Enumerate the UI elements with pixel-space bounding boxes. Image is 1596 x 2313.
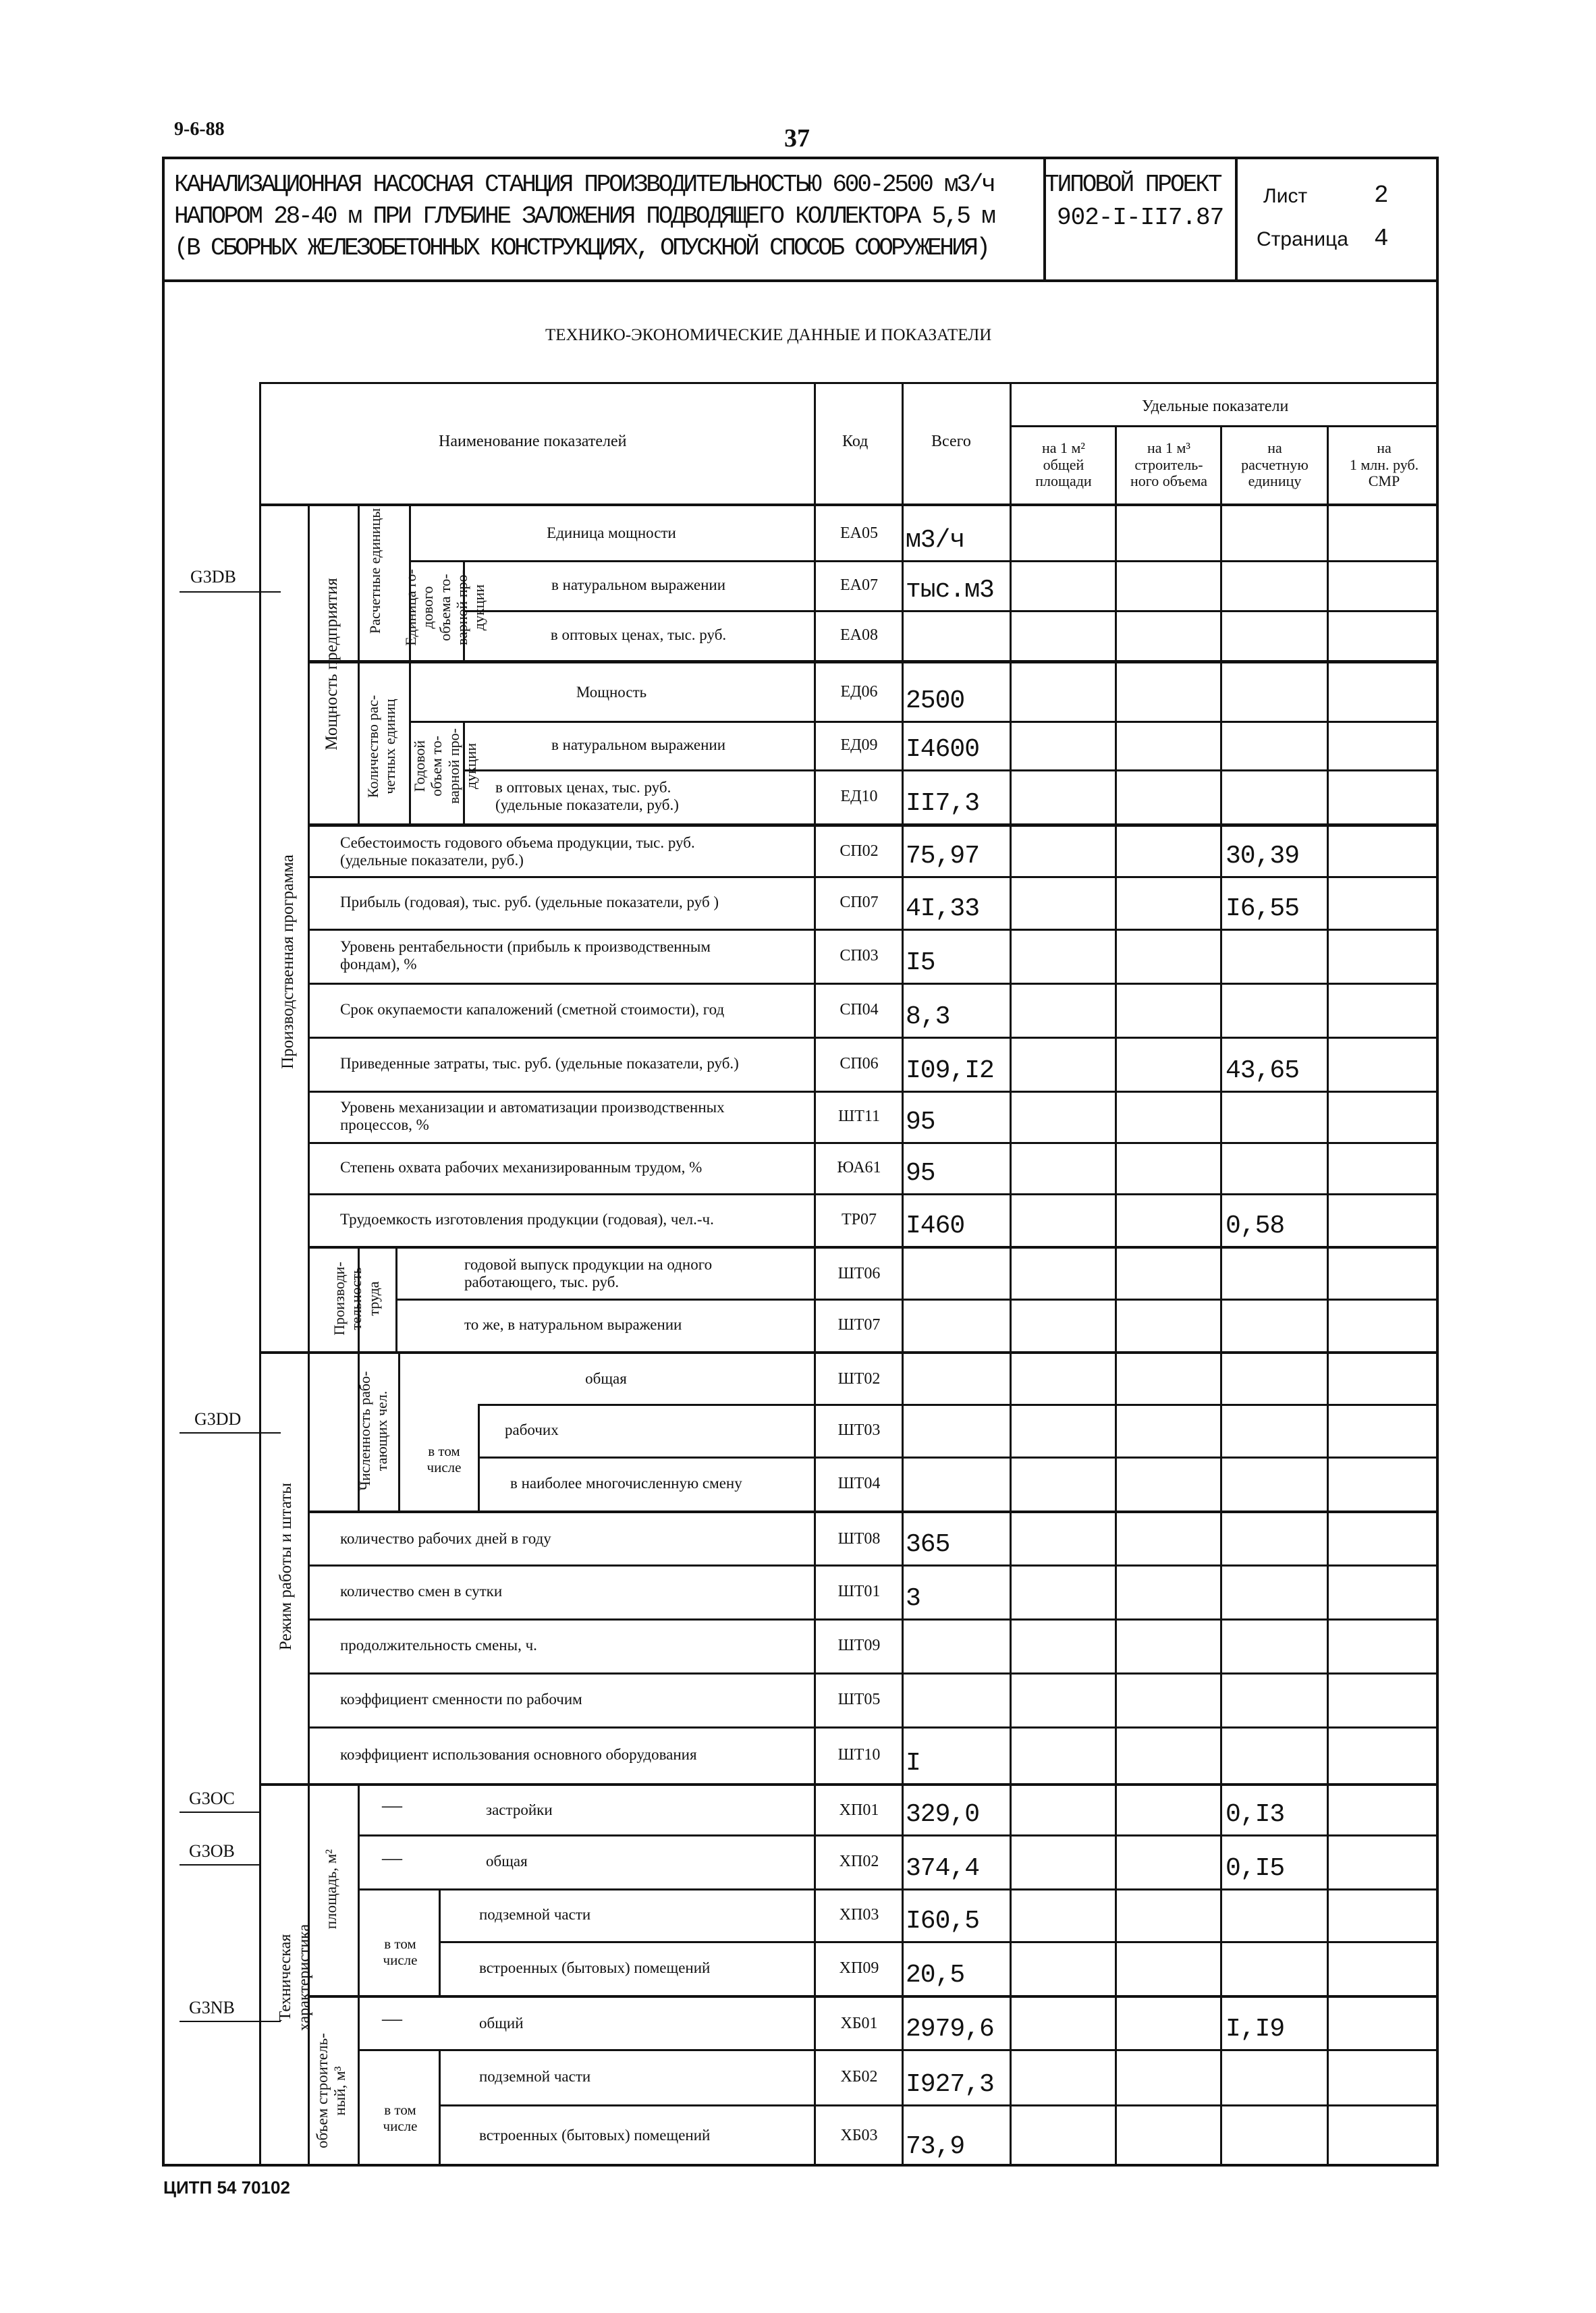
page-value: 4	[1374, 225, 1389, 252]
row-total: 4I,33	[906, 894, 980, 923]
row-per-unit: 30,39	[1226, 842, 1300, 871]
row-per-unit	[1226, 1672, 1327, 1721]
row-code: ЕА07	[840, 576, 878, 594]
row-label: застройки	[486, 1801, 553, 1819]
row-per-unit	[1226, 929, 1327, 977]
title-line-2: НАПОРОМ 28-40 м ПРИ ГЛУБИНЕ ЗАЛОЖЕНИЯ ПОДВОДЯЩЕГО КОЛЛЕКТОРА 5,5 м	[174, 202, 994, 230]
row-code: ХБ03	[840, 2126, 878, 2144]
row-per-unit	[1226, 1888, 1327, 1936]
row-total	[906, 1299, 1010, 1346]
row-code: ХП02	[839, 1852, 879, 1870]
row-label: продолжительность смены, ч.	[340, 1637, 537, 1654]
row-code: ШТ03	[837, 1421, 881, 1439]
row-per-unit	[1226, 1513, 1327, 1559]
col-per-mln: на 1 млн. руб. СМР	[1349, 439, 1419, 490]
row-total: I5	[906, 948, 935, 977]
group-enterprise-capacity: Мощность предприятия	[323, 578, 341, 751]
group-annual-volume-2: Годовой объем то- варной про- дукции	[411, 728, 479, 805]
row-total: 95	[906, 1159, 935, 1188]
col-code-header: Код	[842, 433, 869, 450]
group-tech-char: Техническая характеристика	[277, 1924, 313, 2032]
marker-g3ob: G3OB	[189, 1841, 235, 1861]
row-per-unit	[1226, 1091, 1327, 1137]
row-code: ЕД10	[840, 787, 878, 805]
dash-1: —	[382, 1794, 402, 1816]
row-per-unit: I6,55	[1226, 894, 1300, 923]
row-total	[906, 1457, 1010, 1505]
marker-g3dd: G3DD	[194, 1409, 242, 1429]
row-code: ЮА61	[837, 1158, 881, 1176]
group-work-mode: Режим работы и штаты	[277, 1482, 295, 1651]
page-number: 37	[784, 124, 810, 153]
row-total: 329,0	[906, 1800, 980, 1829]
row-total: 2979,6	[906, 2015, 994, 2044]
row-total: I	[906, 1749, 920, 1778]
row-label: Трудоемкость изготовления продукции (годовая), чел.-ч.	[340, 1211, 714, 1228]
row-total: 3	[906, 1584, 920, 1613]
project-label: ТИПОВОЙ ПРОЕКТ	[1045, 171, 1221, 198]
col-total-header: Всего	[931, 433, 971, 450]
row-total	[906, 1672, 1010, 1721]
row-per-unit	[1226, 2049, 1327, 2099]
sheet-value: 2	[1374, 182, 1389, 209]
row-code: СП03	[840, 946, 879, 964]
row-label: то же, в натуральном выражении	[464, 1316, 682, 1334]
row-code: ШТ11	[838, 1107, 880, 1125]
row-total	[906, 1404, 1010, 1451]
row-label: общая	[486, 1853, 528, 1870]
row-per-unit	[1226, 1354, 1327, 1398]
row-per-unit	[1226, 1618, 1327, 1667]
row-code: СП02	[840, 842, 879, 860]
row-total: тыс.м3	[906, 576, 994, 605]
row-per-unit	[1226, 1457, 1327, 1505]
row-label: Степень охвата рабочих механизированным трудом, %	[340, 1159, 703, 1176]
row-code: ШТ08	[837, 1529, 881, 1548]
marker-g3oc: G3OC	[189, 1789, 235, 1808]
row-code: ШТ02	[837, 1369, 881, 1388]
row-code: ШТ09	[837, 1636, 881, 1654]
col-name-header: Наименование показателей	[439, 433, 627, 450]
row-label: Срок окупаемости капаложений (сметной стоимости), год	[340, 1001, 725, 1018]
row-label: количество смен в сутки	[340, 1583, 503, 1600]
row-label: в оптовых ценах, тыс. руб.	[550, 626, 727, 644]
group-area: площадь, м²	[323, 1849, 339, 1930]
row-label: в наиболее многочисленную смену	[510, 1475, 742, 1492]
row-code: ХП03	[839, 1905, 879, 1924]
row-total: I09,I2	[906, 1056, 994, 1085]
row-code: ЕД09	[840, 736, 878, 754]
col-per-unit: на расчетную единицу	[1241, 439, 1309, 490]
row-per-unit: 0,58	[1226, 1212, 1285, 1241]
row-label: подземной части	[479, 1906, 591, 1924]
row-total: 20,5	[906, 1961, 965, 1990]
row-per-unit: 43,65	[1226, 1056, 1300, 1085]
col-specific-header: Удельные показатели	[1142, 398, 1289, 415]
row-label: количество рабочих дней в году	[340, 1530, 551, 1548]
row-per-unit	[1226, 1726, 1327, 1778]
row-code: ШТ01	[837, 1582, 881, 1600]
row-per-unit	[1226, 1941, 1327, 1990]
col-per-area: на 1 м² общей площади	[1035, 439, 1092, 490]
row-per-unit	[1226, 1142, 1327, 1188]
row-per-unit	[1226, 506, 1327, 555]
row-code: ХБ02	[840, 2067, 878, 2086]
row-label: коэффициент использования основного оборудования	[340, 1746, 697, 1764]
row-total: 8,3	[906, 1002, 950, 1031]
row-label: Приведенные затраты, тыс. руб. (удельные показатели, руб.)	[340, 1055, 739, 1072]
row-label: Прибыль (годовая), тыс. руб. (удельные показатели, руб )	[340, 894, 719, 911]
row-code: ШТ05	[837, 1690, 881, 1708]
row-per-unit	[1226, 983, 1327, 1031]
row-total	[906, 1618, 1010, 1667]
row-total: 75,97	[906, 842, 980, 871]
row-total	[906, 1249, 1010, 1293]
row-label: общая	[585, 1370, 627, 1388]
row-label: Себестоимость годового объема продукции, тыс. руб. (удельные показатели, руб.)	[340, 834, 695, 869]
row-label: подземной части	[479, 2068, 591, 2086]
incl-label-3: в том числе	[383, 2102, 418, 2135]
row-code: СП06	[840, 1054, 879, 1072]
title-line-1: КАНАЛИЗАЦИОННАЯ НАСОСНАЯ СТАНЦИЯ ПРОИЗВОДИТЕЛЬНОСТЬЮ 600-2500 м3/ч	[174, 171, 994, 198]
row-code: ШТ04	[837, 1474, 881, 1492]
row-total: 365	[906, 1530, 950, 1559]
col-per-volume: на 1 м³ строитель- ного объема	[1130, 439, 1208, 490]
row-total: I927,3	[906, 2070, 994, 2099]
title-line-3: (В СБОРНЫХ ЖЕЛЕЗОБЕТОННЫХ КОНСТРУКЦИЯХ, ОПУСКНОЙ СПОСОБ СООРУЖЕНИЯ)	[174, 234, 989, 262]
row-total: I60,5	[906, 1907, 980, 1936]
marker-g3db: G3DB	[190, 567, 236, 587]
marker-g3nb: G3NB	[189, 1998, 235, 2017]
row-label: в натуральном выражении	[551, 736, 726, 754]
row-total: I460	[906, 1212, 965, 1241]
row-label: коэффициент сменности по рабочим	[340, 1691, 582, 1708]
incl-label-1: в том числе	[426, 1443, 462, 1476]
row-per-unit	[1226, 769, 1327, 818]
page-label: Страница	[1257, 228, 1348, 250]
row-per-unit: 0,I5	[1226, 1854, 1285, 1883]
group-calc-units-count: Количество рас- четных единиц	[364, 695, 399, 798]
dash-3: —	[382, 2007, 402, 2030]
row-label: рабочих	[505, 1421, 559, 1439]
row-label: годовой выпуск продукции на одного работающего, тыс. руб.	[464, 1256, 713, 1290]
row-code: ХБ01	[840, 2014, 878, 2032]
row-label: в натуральном выражении	[551, 576, 726, 594]
row-code: ЕА05	[840, 524, 878, 542]
row-per-unit	[1226, 1564, 1327, 1613]
row-label: встроенных (бытовых) помещений	[479, 2127, 711, 2144]
row-total	[906, 610, 1010, 655]
row-code: ШТ10	[837, 1745, 881, 1764]
row-label: общий	[479, 2015, 524, 2032]
row-total: II7,3	[906, 789, 980, 818]
row-label: встроенных (бытовых) помещений	[479, 1959, 711, 1977]
row-total: м3/ч	[906, 526, 965, 555]
group-labor-productivity: Производи- тельность труда	[331, 1261, 382, 1336]
sheet-label: Лист	[1263, 185, 1308, 207]
row-code: ЕА08	[840, 626, 878, 644]
row-code: СП04	[840, 1000, 879, 1018]
row-per-unit: 0,I3	[1226, 1800, 1285, 1829]
row-per-unit: I,I9	[1226, 2015, 1285, 2044]
row-label: Единица мощности	[547, 524, 676, 542]
row-total: 2500	[906, 686, 965, 715]
project-number: 902-I-II7.87	[1057, 204, 1224, 232]
row-per-unit	[1226, 721, 1327, 764]
row-total: 374,4	[906, 1854, 980, 1883]
group-calc-units: Расчетные единицы	[366, 508, 383, 634]
row-total: 95	[906, 1108, 935, 1137]
table-title: ТЕХНИКО-ЭКОНОМИЧЕСКИЕ ДАННЫЕ И ПОКАЗАТЕЛИ	[545, 326, 992, 344]
row-per-unit	[1226, 610, 1327, 655]
row-code: ШТ06	[837, 1264, 881, 1282]
row-per-unit	[1226, 2104, 1327, 2161]
dash-2: —	[382, 1847, 402, 1869]
row-label: Уровень механизации и автоматизации производственных процессов, %	[340, 1099, 725, 1133]
row-code: ШТ07	[837, 1315, 881, 1334]
group-production-program: Производственная программа	[279, 854, 297, 1069]
footer-stamp: ЦИТП 54 70102	[163, 2177, 290, 2198]
row-code: ТР07	[841, 1210, 877, 1228]
row-total: I4600	[906, 735, 980, 764]
incl-label-2: в том числе	[383, 1936, 418, 1969]
row-label: в оптовых ценах, тыс. руб. (удельные показатели, руб.)	[495, 779, 679, 813]
row-label: Мощность	[576, 683, 647, 701]
row-code: СП07	[840, 893, 879, 911]
row-code: ЕД06	[840, 683, 878, 701]
row-per-unit	[1226, 663, 1327, 715]
group-workers-count: Численность рабо- тающих чел.	[356, 1371, 391, 1491]
group-annual-volume-1: Единица го- дового объема то- варной про- дукции	[402, 569, 488, 646]
row-code: ХП09	[839, 1959, 879, 1977]
row-per-unit	[1226, 560, 1327, 605]
row-total	[906, 1354, 1010, 1398]
doc-number: 9-6-88	[174, 119, 225, 140]
row-per-unit	[1226, 1249, 1327, 1293]
row-code: ХП01	[839, 1801, 879, 1819]
row-label: Уровень рентабельности (прибыль к производственным фондам), %	[340, 938, 711, 973]
row-per-unit	[1226, 1404, 1327, 1451]
row-per-unit	[1226, 1299, 1327, 1346]
group-build-volume: объем строитель- ный, м³	[314, 2033, 349, 2148]
row-total: 73,9	[906, 2132, 965, 2161]
